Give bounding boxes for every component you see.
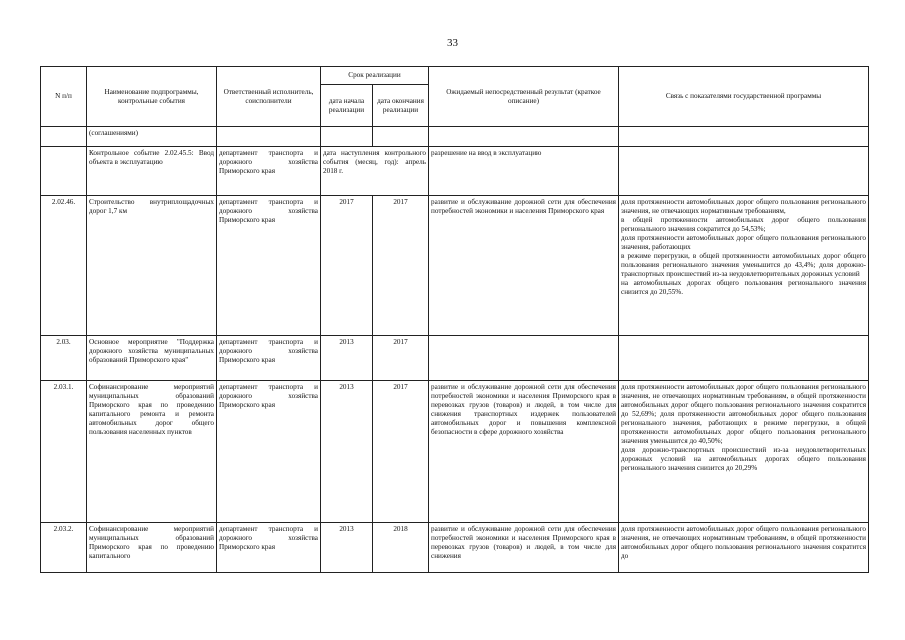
row-responsible: департамент транспорта и дорожного хозяйства Приморского края <box>217 336 321 381</box>
row-responsible: департамент транспорта и дорожного хозяйства Приморского края <box>217 147 321 196</box>
row-responsible: департамент транспорта и дорожного хозяйства Приморского края <box>217 381 321 523</box>
row-start: 2017 <box>321 196 373 336</box>
row-name: (соглашениями) <box>87 127 217 147</box>
row-result: развитие и обслуживание дорожной сети для обеспечения потребностей экономики и населения Приморского края в перевозках грузов (товаров) и людей, в том числе для снижения <box>429 523 619 573</box>
header-result: Ожидаемый непосредственный результат (краткое описание) <box>429 67 619 127</box>
row-name: Софинансирование мероприятий муниципальных образований Приморского края по проведению капитального ремонта и ремонта автомобильных дорог общего пользования населенных пунктов <box>87 381 217 523</box>
program-table <box>40 66 869 573</box>
row-link: доля протяженности автомобильных дорог общего пользования регионального значения, не отвечающих нормативным требованиям, в общей протяженности автомобильных дорог общего пользования регионального значения сократится до <box>619 523 869 573</box>
row-result: разрешение на ввод в эксплуатацию <box>429 147 619 196</box>
row-link <box>619 127 869 147</box>
row-responsible <box>217 127 321 147</box>
row-start: 2013 <box>321 381 373 523</box>
row-responsible: департамент транспорта и дорожного хозяйства Приморского края <box>217 523 321 573</box>
row-link <box>619 147 869 196</box>
row-result: развитие и обслуживание дорожной сети для обеспечения потребностей экономики и населения Приморского края <box>429 196 619 336</box>
row-num: 2.03.1. <box>41 381 87 523</box>
row-link: доля протяженности автомобильных дорог общего пользования регионального значения, не отвечающих нормативным требованиям, в общей протяженности автомобильных дорог общего пользования регионального значения сократится до 52,69%; доля протяженности автомобильных дорог общего пользования регионального значения, работающих в режиме перегрузки, в общей протяженности автомобильных дорог общего пользования регионального значения уменьшится до 40,50%; доля дорожно-транспортных происшествий из-за неудовлетворительных дорожных условий на автомобильных дорогах общего пользования регионального значения снизится до 20,29% <box>619 381 869 523</box>
table-row <box>41 336 869 381</box>
row-end: 2017 <box>373 196 429 336</box>
row-end <box>373 127 429 147</box>
row-num <box>41 127 87 147</box>
row-num: 2.03. <box>41 336 87 381</box>
row-result <box>429 336 619 381</box>
row-responsible: департамент транспорта и дорожного хозяйства Приморского края <box>217 196 321 336</box>
header-name: Наименование подпрограммы, контрольные события <box>87 67 217 127</box>
row-start: 2013 <box>321 523 373 573</box>
header-link: Связь с показателями государственной программы <box>619 67 869 127</box>
header-period: Срок реализации <box>321 67 429 85</box>
header-responsible: Ответственный исполнитель, соисполнители <box>217 67 321 127</box>
row-name: Софинансирование мероприятий муниципальных образований Приморского края по проведению капитального <box>87 523 217 573</box>
table-row <box>41 196 869 336</box>
table-row <box>41 523 869 573</box>
row-num <box>41 147 87 196</box>
row-event-date: дата наступления контрольного события (месяц, год): апрель 2018 г. <box>321 147 429 196</box>
row-link: доля протяженности автомобильных дорог общего пользования регионального значения, не отвечающих нормативным требованиям, в общей протяженности автомобильных дорог общего пользования регионального значения сократится до 54,53%; доля протяженности автомобильных дорог общего пользования регионального значения, работающих в режиме перегрузки, в общей протяженности автомобильных дорог общего пользования регионального значения уменьшится до 43,4%; доля дорожно-транспортных происшествий из-за неудовлетворительных дорожных условий на автомобильных дорогах общего пользования регионального значения снизится до 20,55%. <box>619 196 869 336</box>
table-row <box>41 147 869 196</box>
row-end: 2017 <box>373 336 429 381</box>
row-link <box>619 336 869 381</box>
header-num: N п/п <box>41 67 87 127</box>
table-row <box>41 381 869 523</box>
row-start: 2013 <box>321 336 373 381</box>
header-start: дата начала реализации <box>321 85 373 127</box>
row-name: Строительство внутриплощадочных дорог 1,7 км <box>87 196 217 336</box>
row-name: Контрольное событие 2.02.45.5: Ввод объекта в эксплуатацию <box>87 147 217 196</box>
page-number: 33 <box>447 37 458 49</box>
row-end: 2018 <box>373 523 429 573</box>
row-result: развитие и обслуживание дорожной сети для обеспечения потребностей экономики и населения Приморского края в перевозках грузов (товаров) и людей, в том числе для снижения транспортных издержек пользователей автомобильных дорог и повышения комплексной безопасности в сфере дорожного хозяйства <box>429 381 619 523</box>
row-num: 2.02.46. <box>41 196 87 336</box>
row-num: 2.03.2. <box>41 523 87 573</box>
row-result <box>429 127 619 147</box>
header-end: дата окончания реализации <box>373 85 429 127</box>
row-name: Основное мероприятие "Поддержка дорожного хозяйства муниципальных образований Приморского края" <box>87 336 217 381</box>
table-row <box>41 127 869 147</box>
row-start <box>321 127 373 147</box>
row-end: 2017 <box>373 381 429 523</box>
